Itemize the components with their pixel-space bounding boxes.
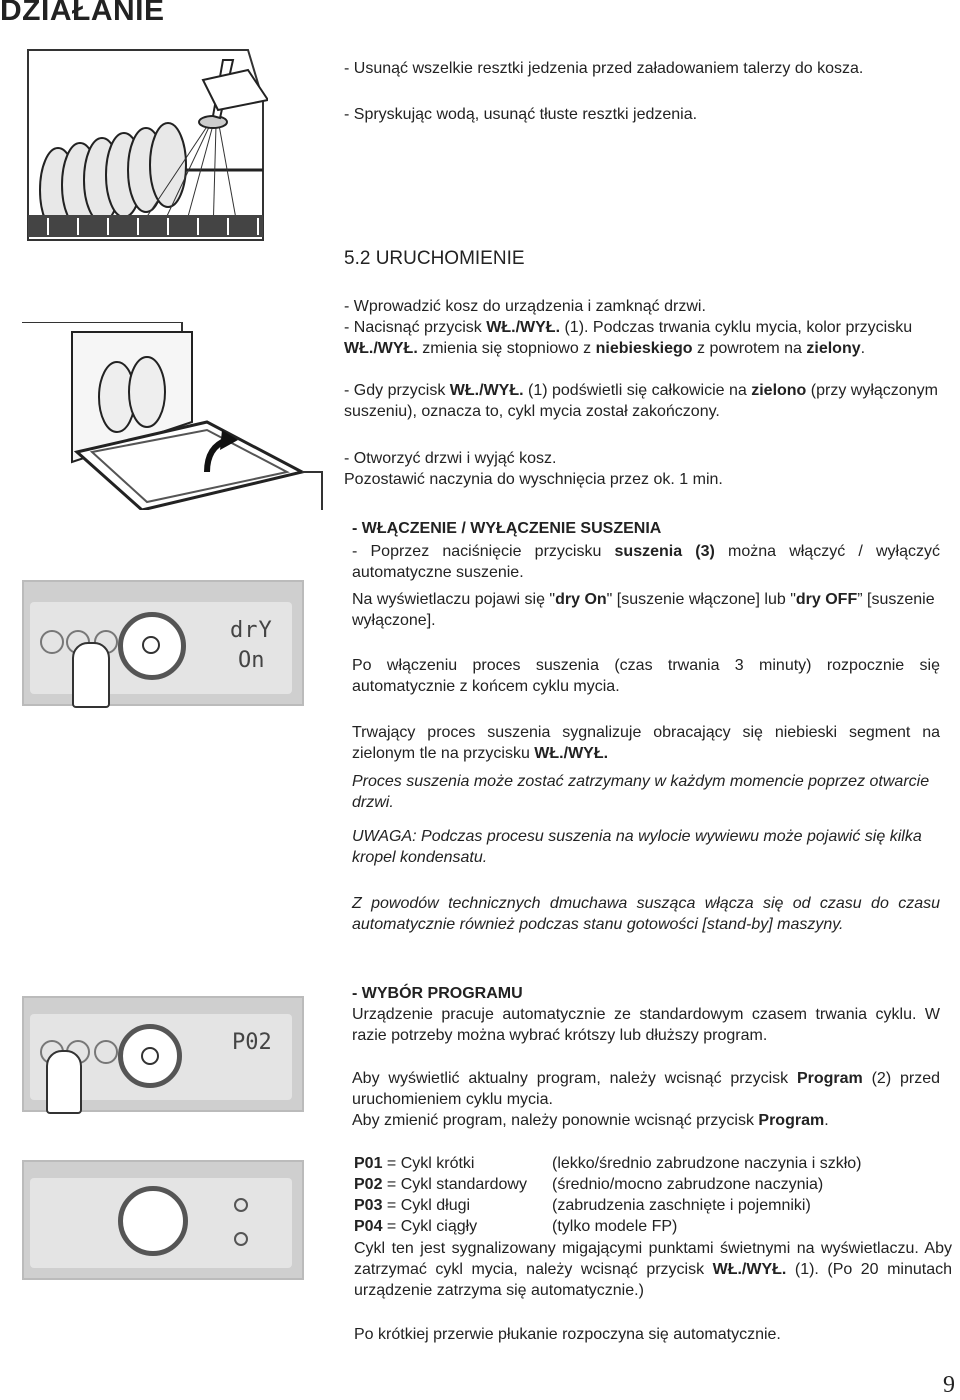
start-step-5: Pozostawić naczynia do wyschnięcia przez ok. 1 min.: [344, 471, 723, 488]
display-program: P02: [232, 1030, 272, 1055]
drying-heading: - WŁĄCZENIE / WYŁĄCZENIE SUSZENIA: [352, 520, 662, 537]
finger-icon: [72, 642, 110, 708]
control-panel-program: [22, 996, 304, 1112]
program-p5: Po krótkiej przerwie płukanie rozpoczyna się automatycznie.: [354, 1326, 781, 1343]
display-dot-bottom: [234, 1232, 248, 1246]
program-p3: Aby zmienić program, należy ponownie wcisnąć przycisk Program.: [352, 1112, 829, 1129]
start-step-2: - Nacisnąć przycisk WŁ./WYŁ. (1). Podczas trwania cyklu mycia, kolor przycisku WŁ./WYŁ. zmienia się stopniowo z niebieskiego z powrotem na zielony.: [344, 319, 913, 357]
prep-text-2: - Spryskując wodą, usunąć tłuste resztki jedzenia.: [344, 106, 698, 123]
control-panel-dry: [22, 580, 304, 706]
on-off-button[interactable]: [118, 1024, 182, 1088]
start-step-1: - Wprowadzić kosz do urządzenia i zamknąć drzwi.: [344, 298, 706, 315]
drying-p1: - Poprzez naciśnięcie przycisku suszenia (3) można włączyć / wyłączyć automatyczne suszenie.: [352, 543, 940, 581]
drying-p6: UWAGA: Podczas procesu suszenia na wylocie wywiewu może pojawić się kilka kropel kondensatu.: [352, 828, 922, 866]
display-bottom: On: [238, 648, 265, 673]
dishwasher-open-illustration: [22, 322, 332, 510]
drain-button[interactable]: [40, 630, 64, 654]
page-number: 9: [943, 1372, 955, 1398]
on-off-button[interactable]: [118, 1186, 188, 1256]
drying-p3: Po włączeniu proces suszenia (czas trwania 3 minuty) rozpocznie się automatycznie z końcem cyklu mycia.: [352, 657, 940, 695]
on-off-button[interactable]: [118, 612, 186, 680]
display-dot-top: [234, 1198, 248, 1212]
dry-button[interactable]: [94, 1040, 118, 1064]
program-p1: Urządzenie pracuje automatycznie ze standardowym czasem trwania cyklu. W razie potrzeby można wybrać krótszy lub dłuższy program.: [352, 1006, 940, 1044]
program-p2: Aby wyświetlić aktualny program, należy wcisnąć przycisk Program (2) przed uruchomieniem cyklu mycia.: [352, 1070, 940, 1108]
display-top: drY: [230, 618, 273, 643]
section-heading: 5.2 URUCHOMIENIE: [344, 248, 525, 269]
start-step-4: - Otworzyć drzwi i wyjąć kosz.: [344, 450, 557, 467]
page-title: DZIAŁANIE: [0, 0, 165, 27]
prep-text-1: - Usunąć wszelkie resztki jedzenia przed załadowaniem talerzy do kosza.: [344, 60, 864, 77]
program-heading: - WYBÓR PROGRAMU: [352, 985, 523, 1002]
drying-p7: Z powodów technicznych dmuchawa susząca włącza się od czasu do czasu automatycznie również podczas stanu gotowości [stand-by] maszyny.: [352, 895, 940, 933]
rinse-illustration: [18, 40, 268, 255]
power-icon: [141, 1047, 159, 1065]
drying-p4: Trwający proces suszenia sygnalizuje obracający się niebieski segment na zielonym tle na przycisku WŁ./WYŁ.: [352, 724, 940, 762]
power-icon: [142, 636, 160, 654]
start-step-3: - Gdy przycisk WŁ./WYŁ. (1) podświetli się całkowicie na zielono (przy wyłączonym suszeniu), oznacza to, cykl mycia został zakończony.: [344, 382, 938, 420]
control-panel-blank: [22, 1160, 304, 1280]
drying-p5: Proces suszenia może zostać zatrzymany w każdym momencie poprzez otwarcie drzwi.: [352, 773, 930, 811]
program-p4: Cykl ten jest sygnalizowany migającymi punktami świetnymi na wyświetlaczu. Aby zatrzymać cykl mycia, należy wcisnąć przycisk WŁ./WYŁ. (1). (Po 20 minutach urządzenie zatrzyma się automatycznie.): [354, 1240, 952, 1299]
drying-p2: Na wyświetlaczu pojawi się "dry On" [suszenie włączone] lub "dry OFF” [suszenie wyłączone].: [352, 591, 935, 629]
finger-icon: [46, 1050, 82, 1114]
